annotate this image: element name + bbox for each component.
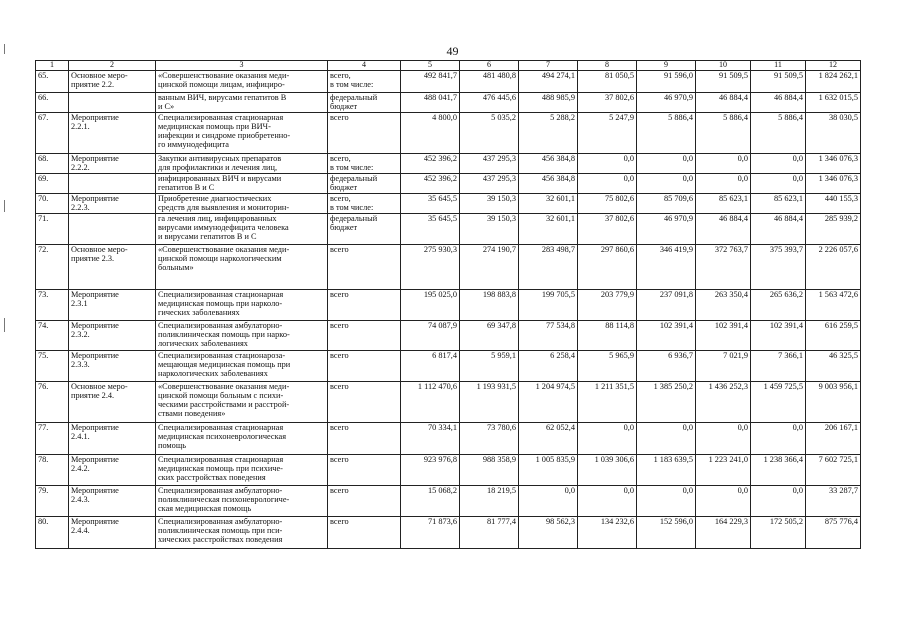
amount-cell: 4 800,0 [401, 113, 460, 154]
amount-cell: 81 050,5 [578, 71, 637, 93]
amount-cell: 263 350,4 [696, 290, 751, 321]
amount-cell: 0,0 [519, 486, 578, 517]
measure-description-cell: инфицированных ВИЧ и вирусами гепатитов В и С [156, 174, 328, 194]
table-row [36, 214, 861, 245]
amount-cell: 0,0 [751, 154, 806, 174]
amount-cell: 0,0 [637, 423, 696, 455]
amount-cell: 0,0 [578, 423, 637, 455]
amount-cell: 1 346 076,3 [806, 174, 861, 194]
measure-name-cell: Основное меро- приятие 2.4. [69, 382, 156, 423]
table-row [36, 154, 861, 174]
budget-table [35, 60, 861, 549]
amount-cell: 33 287,7 [806, 486, 861, 517]
amount-cell: 1 563 472,6 [806, 290, 861, 321]
measure-description-cell: Специализированная стационарозa- мещающая медицинская помощь при наркологических заболеваниях [156, 351, 328, 382]
measure-description-cell: Закупки антивирусных препаратов для профилактики и лечения лиц, [156, 154, 328, 174]
amount-cell: 134 232,6 [578, 517, 637, 549]
measure-name-cell [69, 174, 156, 194]
amount-cell: 5 959,1 [460, 351, 519, 382]
amount-cell: 98 562,3 [519, 517, 578, 549]
amount-cell: 875 776,4 [806, 517, 861, 549]
row-number-cell: 68. [36, 154, 69, 174]
table-row [36, 517, 861, 549]
funding-source-cell: всего [328, 382, 401, 423]
amount-cell: 265 636,2 [751, 290, 806, 321]
table-row [36, 113, 861, 154]
amount-cell: 77 534,8 [519, 321, 578, 351]
row-number-cell: 65. [36, 71, 69, 93]
measure-name-cell: Мероприятие 2.2.1. [69, 113, 156, 154]
amount-cell: 297 860,6 [578, 245, 637, 290]
column-header: 10 [696, 61, 751, 71]
measure-description-cell: Специализированная стационарная медицинская помощь при психиче- ских расстройствах поведения [156, 455, 328, 486]
funding-source-cell: федеральный бюджет [328, 93, 401, 113]
amount-cell: 1 385 250,2 [637, 382, 696, 423]
amount-cell: 32 601,1 [519, 194, 578, 214]
column-header: 2 [69, 61, 156, 71]
row-number-cell: 72. [36, 245, 69, 290]
measure-name-cell: Мероприятие 2.3.2. [69, 321, 156, 351]
amount-cell: 488 985,9 [519, 93, 578, 113]
funding-source-cell: всего [328, 321, 401, 351]
amount-cell: 0,0 [696, 154, 751, 174]
margin-tick [4, 200, 5, 212]
table-row [36, 71, 861, 93]
amount-cell: 73 780,6 [460, 423, 519, 455]
amount-cell: 5 886,4 [637, 113, 696, 154]
measure-description-cell: Специализированная стационарная медицинская помощь при нарколо- гических заболеваниях [156, 290, 328, 321]
funding-source-cell: федеральный бюджет [328, 214, 401, 245]
amount-cell: 5 965,9 [578, 351, 637, 382]
amount-cell: 75 802,6 [578, 194, 637, 214]
amount-cell: 35 645,5 [401, 214, 460, 245]
amount-cell: 102 391,4 [696, 321, 751, 351]
amount-cell: 1 346 076,3 [806, 154, 861, 174]
funding-source-cell: всего [328, 486, 401, 517]
amount-cell: 285 939,2 [806, 214, 861, 245]
table-row [36, 245, 861, 290]
row-number-cell: 75. [36, 351, 69, 382]
amount-cell: 5 035,2 [460, 113, 519, 154]
amount-cell: 5 886,4 [696, 113, 751, 154]
measure-description-cell: «Совершенствование оказания меди- цинской помощи наркологическим больным» [156, 245, 328, 290]
amount-cell: 35 645,5 [401, 194, 460, 214]
amount-cell: 7 021,9 [696, 351, 751, 382]
table-row [36, 194, 861, 214]
amount-cell: 1 824 262,1 [806, 71, 861, 93]
amount-cell: 0,0 [696, 423, 751, 455]
amount-cell: 88 114,8 [578, 321, 637, 351]
amount-cell: 91 509,5 [751, 71, 806, 93]
amount-cell: 46 884,4 [751, 214, 806, 245]
column-header: 12 [806, 61, 861, 71]
amount-cell: 5 886,4 [751, 113, 806, 154]
row-number-cell: 67. [36, 113, 69, 154]
measure-description-cell: Специализированная стационарная медицинская психоневрологическая помощь [156, 423, 328, 455]
page-number: 49 [446, 44, 459, 58]
row-number-cell: 69. [36, 174, 69, 194]
amount-cell: 1 204 974,5 [519, 382, 578, 423]
amount-cell: 1 183 639,5 [637, 455, 696, 486]
funding-source-cell: всего [328, 290, 401, 321]
amount-cell: 102 391,4 [637, 321, 696, 351]
measure-name-cell: Основное меро- приятие 2.3. [69, 245, 156, 290]
amount-cell: 616 259,5 [806, 321, 861, 351]
measure-name-cell: Мероприятие 2.3.1 [69, 290, 156, 321]
amount-cell: 1 112 470,6 [401, 382, 460, 423]
table-row [36, 486, 861, 517]
amount-cell: 275 930,3 [401, 245, 460, 290]
amount-cell: 164 229,3 [696, 517, 751, 549]
amount-cell: 85 623,1 [751, 194, 806, 214]
column-number-row [36, 61, 861, 71]
budget-table-container [35, 60, 860, 549]
amount-cell: 195 025,0 [401, 290, 460, 321]
column-header: 3 [156, 61, 328, 71]
table-row [36, 290, 861, 321]
amount-cell: 274 190,7 [460, 245, 519, 290]
amount-cell: 0,0 [696, 486, 751, 517]
table-row [36, 423, 861, 455]
measure-description-cell: «Совершенствование оказания меди- цинской помощи больным с психи- ческими расстройствами и расстрой- ствами поведения» [156, 382, 328, 423]
column-header: 8 [578, 61, 637, 71]
amount-cell: 91 596,0 [637, 71, 696, 93]
amount-cell: 39 150,3 [460, 194, 519, 214]
column-header: 11 [751, 61, 806, 71]
amount-cell: 152 596,0 [637, 517, 696, 549]
amount-cell: 62 052,4 [519, 423, 578, 455]
column-header: 1 [36, 61, 69, 71]
amount-cell: 46 325,5 [806, 351, 861, 382]
amount-cell: 18 219,5 [460, 486, 519, 517]
amount-cell: 1 223 241,0 [696, 455, 751, 486]
amount-cell: 1 459 725,5 [751, 382, 806, 423]
measure-name-cell: Мероприятие 2.3.3. [69, 351, 156, 382]
amount-cell: 0,0 [637, 154, 696, 174]
funding-source-cell: всего, в том числе: [328, 194, 401, 214]
amount-cell: 38 030,5 [806, 113, 861, 154]
amount-cell: 0,0 [696, 174, 751, 194]
measure-name-cell: Мероприятие 2.4.4. [69, 517, 156, 549]
amount-cell: 7 602 725,1 [806, 455, 861, 486]
table-row [36, 455, 861, 486]
amount-cell: 198 883,8 [460, 290, 519, 321]
column-header: 4 [328, 61, 401, 71]
amount-cell: 1 005 835,9 [519, 455, 578, 486]
amount-cell: 1 632 015,5 [806, 93, 861, 113]
amount-cell: 172 505,2 [751, 517, 806, 549]
amount-cell: 32 601,1 [519, 214, 578, 245]
measure-description-cell: ванным ВИЧ, вирусами гепатитов В и С» [156, 93, 328, 113]
margin-tick [4, 318, 5, 332]
measure-name-cell: Мероприятие 2.2.3. [69, 194, 156, 214]
amount-cell: 7 366,1 [751, 351, 806, 382]
amount-cell: 283 498,7 [519, 245, 578, 290]
amount-cell: 6 258,4 [519, 351, 578, 382]
table-row [36, 93, 861, 113]
amount-cell: 1 238 366,4 [751, 455, 806, 486]
row-number-cell: 77. [36, 423, 69, 455]
measure-name-cell: Мероприятие 2.4.1. [69, 423, 156, 455]
amount-cell: 5 288,2 [519, 113, 578, 154]
measure-description-cell: Специализированная стационарная медицинская помощь при ВИЧ- инфекции и синдроме приобретенно- го иммунодефицита [156, 113, 328, 154]
measure-description-cell: га лечения лиц, инфицированных вирусами иммунодефицита человека и вирусами гепатитов В и С [156, 214, 328, 245]
row-number-cell: 78. [36, 455, 69, 486]
amount-cell: 452 396,2 [401, 174, 460, 194]
amount-cell: 46 884,4 [751, 93, 806, 113]
amount-cell: 923 976,8 [401, 455, 460, 486]
row-number-cell: 74. [36, 321, 69, 351]
amount-cell: 74 087,9 [401, 321, 460, 351]
amount-cell: 39 150,3 [460, 214, 519, 245]
row-number-cell: 79. [36, 486, 69, 517]
amount-cell: 440 155,3 [806, 194, 861, 214]
measure-description-cell: Приобретение диагностических средств для выявления и мониторин- [156, 194, 328, 214]
amount-cell: 91 509,5 [696, 71, 751, 93]
measure-name-cell: Мероприятие 2.2.2. [69, 154, 156, 174]
amount-cell: 452 396,2 [401, 154, 460, 174]
table-row [36, 382, 861, 423]
amount-cell: 9 003 956,1 [806, 382, 861, 423]
amount-cell: 0,0 [637, 486, 696, 517]
column-header: 9 [637, 61, 696, 71]
amount-cell: 1 436 252,3 [696, 382, 751, 423]
amount-cell: 437 295,3 [460, 174, 519, 194]
table-row [36, 321, 861, 351]
table-row [36, 174, 861, 194]
amount-cell: 237 091,8 [637, 290, 696, 321]
measure-name-cell [69, 214, 156, 245]
table-row [36, 351, 861, 382]
funding-source-cell: федеральный бюджет [328, 174, 401, 194]
amount-cell: 1 211 351,5 [578, 382, 637, 423]
amount-cell: 346 419,9 [637, 245, 696, 290]
measure-name-cell: Основное меро- приятие 2.2. [69, 71, 156, 93]
measure-description-cell: Специализированная амбулаторно- поликлиническая психоневрологиче- ская медицинская помощь [156, 486, 328, 517]
amount-cell: 372 763,7 [696, 245, 751, 290]
column-header: 5 [401, 61, 460, 71]
amount-cell: 375 393,7 [751, 245, 806, 290]
row-number-cell: 76. [36, 382, 69, 423]
amount-cell: 70 334,1 [401, 423, 460, 455]
measure-description-cell: Специализированная амбулаторно- поликлиническая помощь при нарко- логических заболеваниях [156, 321, 328, 351]
amount-cell: 15 068,2 [401, 486, 460, 517]
amount-cell: 37 802,6 [578, 214, 637, 245]
amount-cell: 6 936,7 [637, 351, 696, 382]
amount-cell: 0,0 [751, 174, 806, 194]
row-number-cell: 80. [36, 517, 69, 549]
amount-cell: 2 226 057,6 [806, 245, 861, 290]
amount-cell: 199 705,5 [519, 290, 578, 321]
amount-cell: 6 817,4 [401, 351, 460, 382]
amount-cell: 1 039 306,6 [578, 455, 637, 486]
row-number-cell: 66. [36, 93, 69, 113]
measure-name-cell: Мероприятие 2.4.3. [69, 486, 156, 517]
amount-cell: 481 480,8 [460, 71, 519, 93]
amount-cell: 69 347,8 [460, 321, 519, 351]
amount-cell: 37 802,6 [578, 93, 637, 113]
amount-cell: 46 970,9 [637, 93, 696, 113]
column-header: 6 [460, 61, 519, 71]
funding-source-cell: всего [328, 455, 401, 486]
column-header: 7 [519, 61, 578, 71]
funding-source-cell: всего, в том числе: [328, 71, 401, 93]
amount-cell: 0,0 [751, 423, 806, 455]
amount-cell: 488 041,7 [401, 93, 460, 113]
funding-source-cell: всего [328, 113, 401, 154]
amount-cell: 492 841,7 [401, 71, 460, 93]
amount-cell: 46 970,9 [637, 214, 696, 245]
funding-source-cell: всего [328, 351, 401, 382]
funding-source-cell: всего [328, 423, 401, 455]
amount-cell: 437 295,3 [460, 154, 519, 174]
amount-cell: 0,0 [751, 486, 806, 517]
amount-cell: 5 247,9 [578, 113, 637, 154]
amount-cell: 1 193 931,5 [460, 382, 519, 423]
amount-cell: 494 274,1 [519, 71, 578, 93]
amount-cell: 46 884,4 [696, 214, 751, 245]
amount-cell: 988 358,9 [460, 455, 519, 486]
amount-cell: 203 779,9 [578, 290, 637, 321]
amount-cell: 206 167,1 [806, 423, 861, 455]
amount-cell: 71 873,6 [401, 517, 460, 549]
funding-source-cell: всего [328, 245, 401, 290]
measure-description-cell: Специализированная амбулаторно- поликлиническая помощь при пси- хических расстройствах поведения [156, 517, 328, 549]
amount-cell: 456 384,8 [519, 154, 578, 174]
amount-cell: 81 777,4 [460, 517, 519, 549]
measure-description-cell: «Совершенствование оказания меди- цинской помощи лицам, инфициро- [156, 71, 328, 93]
amount-cell: 476 445,6 [460, 93, 519, 113]
row-number-cell: 73. [36, 290, 69, 321]
amount-cell: 102 391,4 [751, 321, 806, 351]
amount-cell: 85 623,1 [696, 194, 751, 214]
amount-cell: 0,0 [637, 174, 696, 194]
measure-name-cell [69, 93, 156, 113]
amount-cell: 0,0 [578, 486, 637, 517]
funding-source-cell: всего, в том числе: [328, 154, 401, 174]
amount-cell: 456 384,8 [519, 174, 578, 194]
row-number-cell: 70. [36, 194, 69, 214]
amount-cell: 0,0 [578, 154, 637, 174]
amount-cell: 46 884,4 [696, 93, 751, 113]
row-number-cell: 71. [36, 214, 69, 245]
funding-source-cell: всего [328, 517, 401, 549]
amount-cell: 85 709,6 [637, 194, 696, 214]
measure-name-cell: Мероприятие 2.4.2. [69, 455, 156, 486]
amount-cell: 0,0 [578, 174, 637, 194]
